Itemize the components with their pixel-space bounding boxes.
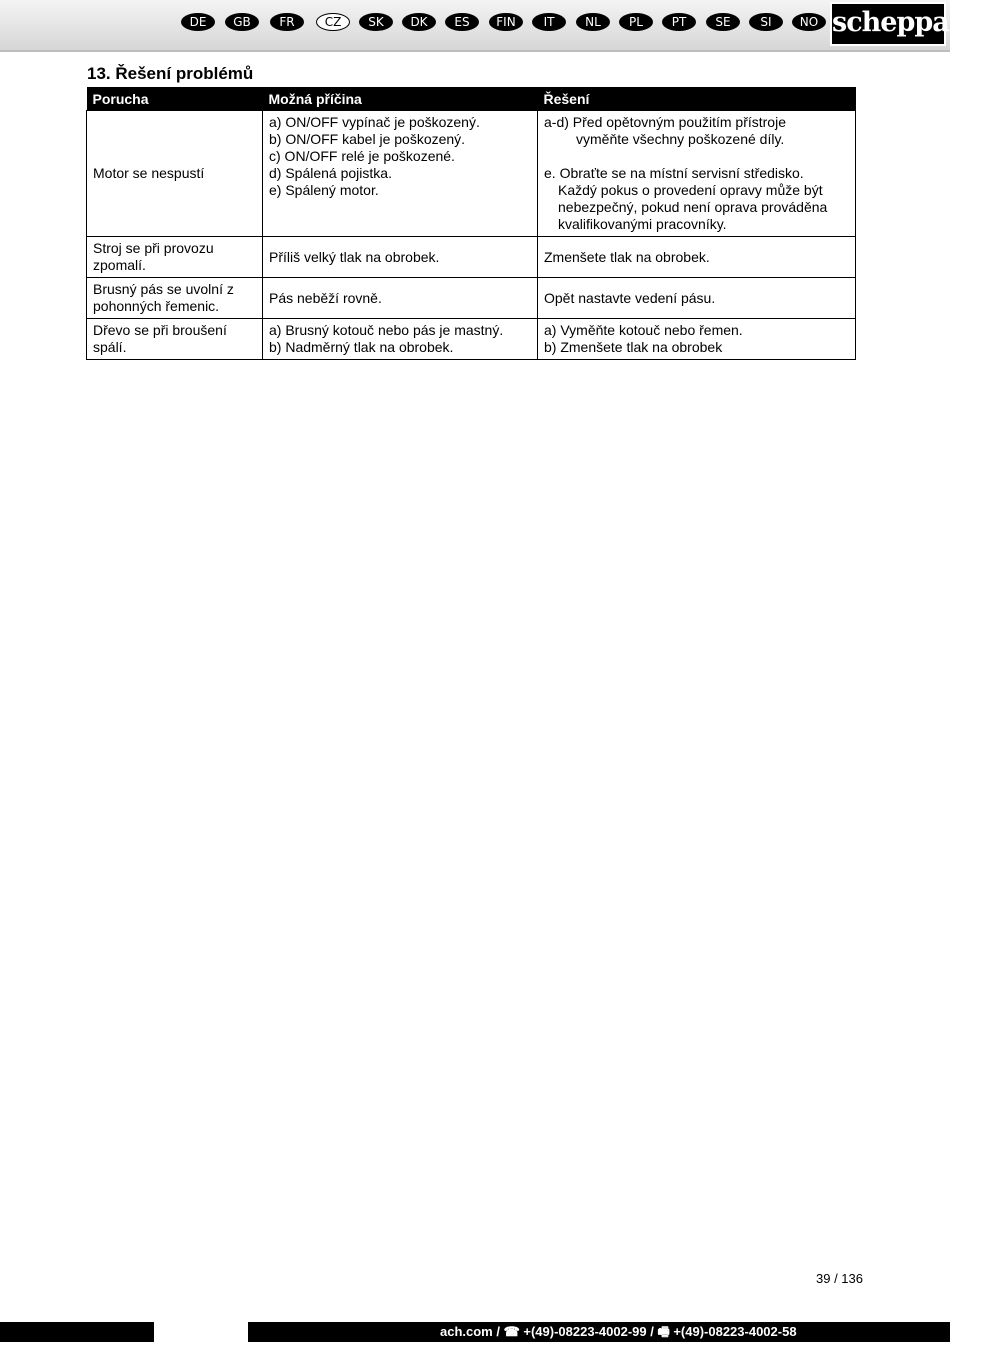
language-tab-se[interactable]: SE xyxy=(706,13,740,31)
language-tab-cz[interactable]: CZ xyxy=(316,13,350,31)
cause-line: a) ON/OFF vypínač je poškozený. xyxy=(269,114,480,130)
language-tab-si[interactable]: SI xyxy=(749,13,783,31)
cause-line: d) Spálená pojistka. xyxy=(269,165,392,181)
language-tab-es[interactable]: ES xyxy=(445,13,479,31)
solution-cell xyxy=(538,111,856,237)
language-tab-pt[interactable]: PT xyxy=(662,13,696,31)
solution-cell: Opět nastavte vedení pásu. xyxy=(538,278,856,319)
header-bar xyxy=(0,0,983,52)
table-row xyxy=(87,111,856,237)
solution-line: a-d) Před opětovným použitím přístroje xyxy=(544,114,786,130)
solution-line: nebezpečný, pokud není oprava prováděna xyxy=(558,199,828,215)
table-header-row xyxy=(87,87,856,111)
table-row xyxy=(87,319,856,360)
language-tab-fr[interactable]: FR xyxy=(270,13,304,31)
cause-line: a) Brusný kotouč nebo pás je mastný. xyxy=(269,322,504,338)
language-tab-dk[interactable]: DK xyxy=(402,13,436,31)
cause-cell: Příliš velký tlak na obrobek. xyxy=(263,237,538,278)
fault-cell: Stroj se při provozu zpomalí. xyxy=(87,237,263,278)
solution-cell xyxy=(538,319,856,360)
fault-cell: Brusný pás se uvolní z pohonných řemenic. xyxy=(87,278,263,319)
troubleshooting-table xyxy=(86,87,856,360)
spacer xyxy=(544,148,849,165)
page-number: 39 / 136 xyxy=(816,1271,863,1286)
language-tab-nl[interactable]: NL xyxy=(576,13,610,31)
cause-line: b) Nadměrný tlak na obrobek. xyxy=(269,339,454,355)
cause-line: e) Spálený motor. xyxy=(269,182,379,198)
solution-cell: Zmenšete tlak na obrobek. xyxy=(538,237,856,278)
fault-cell: Dřevo se při broušení spálí. xyxy=(87,319,263,360)
footer-bar xyxy=(0,1322,950,1342)
solution-line: b) Zmenšete tlak na obrobek xyxy=(544,339,723,355)
cause-line: b) ON/OFF kabel je poškozený. xyxy=(269,131,466,147)
language-tab-it[interactable]: IT xyxy=(532,13,566,31)
cause-cell xyxy=(263,111,538,237)
solution-line: Každý pokus o provedení opravy může být xyxy=(558,182,823,198)
solution-line: a) Vyměňte kotouč nebo řemen. xyxy=(544,322,743,338)
language-tab-sk[interactable]: SK xyxy=(359,13,393,31)
cause-line: c) ON/OFF relé je poškozené. xyxy=(269,148,455,164)
brand-logo: scheppach xyxy=(830,2,946,46)
header-cause: Možná příčina xyxy=(263,87,538,111)
language-tab-no[interactable]: NO xyxy=(792,13,826,31)
solution-line: kvalifikovanými pracovníky. xyxy=(558,216,727,232)
solution-line: e. Obraťte se na místní servisní středisko. xyxy=(544,165,804,181)
language-tab-pl[interactable]: PL xyxy=(619,13,653,31)
cause-cell xyxy=(263,319,538,360)
footer-contact: ach.com / ☎ +(49)-08223-4002-99 / 🖷 +(49)-08223-4002-58 xyxy=(440,1324,797,1339)
fault-cell: Motor se nespustí xyxy=(87,111,263,237)
language-tab-gb[interactable]: GB xyxy=(225,13,259,31)
solution-line: vyměňte všechny poškozené díly. xyxy=(576,131,785,147)
header-fault: Porucha xyxy=(87,87,263,111)
cause-cell: Pás neběží rovně. xyxy=(263,278,538,319)
table-row xyxy=(87,237,856,278)
language-tab-de[interactable]: DE xyxy=(181,13,215,31)
language-tab-fin[interactable]: FIN xyxy=(489,13,523,31)
section-title: 13. Řešení problémů xyxy=(87,64,254,83)
header-solution: Řešení xyxy=(538,87,856,111)
footer-gap xyxy=(154,1322,248,1342)
table-row xyxy=(87,278,856,319)
